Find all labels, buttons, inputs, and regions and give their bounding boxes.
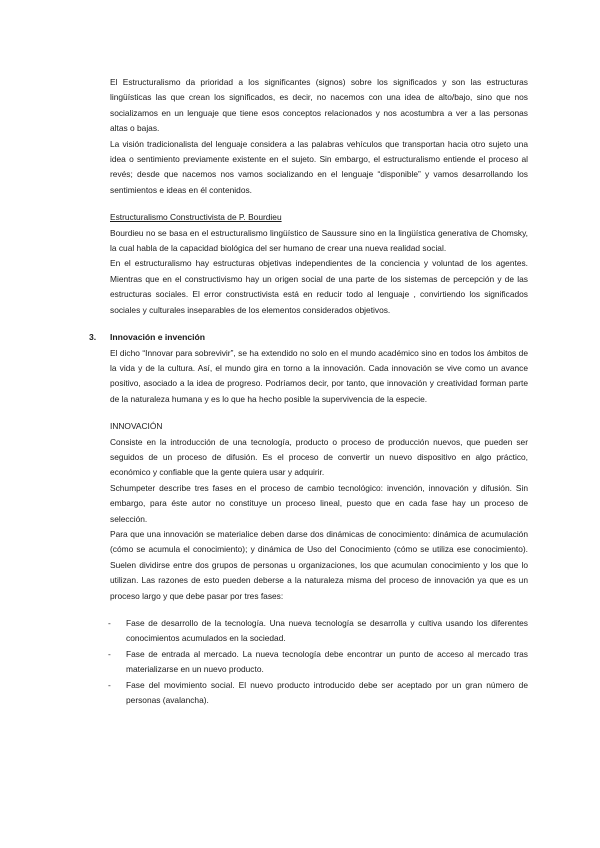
paragraph-innovar-para-sobrevivir: El dicho “Innovar para sobrevivir”, se ha extendido no solo en el mundo académico sino en todos los ámbitos de la vida y de la cultura. Así, el mundo gira en torno a la innovación. Cada innovación se vive como un avance positivo, asociado a la idea de progreso. Podríamos decir, por tanto, que innovación y creatividad forman parte de la naturaleza humana y es lo que ha hecho posible la supervivencia de la especie. [110, 347, 528, 404]
list-item: - Fase de desarrollo de la tecnología. Una nueva tecnología se desarrolla y cultiva usando los diferentes conocimientos acumulados en la sociedad. [108, 618, 528, 644]
paragraph-estructuralismo: El Estructuralismo da prioridad a los significantes (signos) sobre los significados y son las estructuras lingüísticas las que crean los significados, es decir, no nacemos con una idea de alto/bajo, sino que nos socializamos en un lenguaje que tiene esos conceptos relacionados y nos acostumbra a ver a las personas altas o bajas. [110, 77, 528, 134]
section-number: 3. [89, 332, 97, 343]
subheading-bourdieu: Estructuralismo Constructivista de P. Bourdieu [110, 212, 282, 223]
paragraph-dinamicas-conocimiento: Para que una innovación se materialice deben darse dos dinámicas de conocimiento: dinámica de acumulación (cómo se acumula el conocimiento); y dinámica de Uso del Conocimiento (cómo se utiliza ese conocimiento). Suelen dividirse entre dos grupos de personas u organizaciones, los que acumulan conocimiento y los que lo utilizan. Las razones de esto pueden deberse a la naturaleza misma del proceso de innovación ya que es un proceso largo y que debe pasar por tres fases: [110, 528, 528, 601]
section-title: Innovación e invención [110, 332, 206, 343]
paragraph-schumpeter: Schumpeter describe tres fases en el proceso de cambio tecnológico: invención, innovación y difusión. Sin embargo, para éste autor no constituye un proceso lineal, puesto que en cada fase hay un proceso de selección. [110, 482, 528, 524]
dash-bullet: - [108, 679, 111, 690]
paragraph-definicion-innovacion: Consiste en la introducción de una tecnología, producto o proceso de producción nuevos, que pueden ser seguidos de un proceso de difusión. Es el proceso de convertir un nuevo dispositivo en algo práctico, económico y confiable que la gente quiera usar y adquirir. [110, 436, 528, 478]
list-item: - Fase de entrada al mercado. La nueva tecnología debe encontrar un punto de acceso al mercado tras materializarse en un nuevo producto. [108, 648, 528, 675]
dash-bullet: - [108, 618, 111, 628]
page-content [89, 75, 528, 708]
paragraph-bourdieu-chomsky: Bourdieu no se basa en el estructuralismo lingüístico de Saussure sino en la lingüística generativa de Chomsky, la cual habla de la capacidad biológica del ser humano de crear una nueva realidad social. [110, 227, 528, 254]
list-item: - Fase del movimiento social. El nuevo producto introducido debe ser aceptado por un gran número de personas (avalancha). [108, 679, 528, 706]
section-heading-innovacion-invencion [89, 330, 528, 345]
dash-bullet: - [108, 648, 111, 659]
paragraph-vision-tradicionalista: La visión tradicionalista del lenguaje considera a las palabras vehículos que transportan hacia otro sujeto una idea o sentimiento previamente existente en el sujeto. Sin embargo, el estructuralismo entiende el proceso al revés; desde que nacemos nos vamos socializando en el lenguaje “disponible” y vamos desarrollando los sentimientos e ideas en él contenidos. [110, 138, 528, 195]
paragraph-estructuras-objetivas: En el estructuralismo hay estructuras objetivas independientes de la conciencia y voluntad de los agentes. Mientras que en el constructivismo hay un origen social de una parte de los sistemas de percepción y de las estructuras sociales. El error constructivista está en reducir todo al lenguaje , convirtiendo los significados sociales y culturales inseparables de los elementos considerados objetivos. [110, 258, 528, 315]
subheading-innovacion: INNOVACIÓN [110, 421, 163, 432]
phases-list [108, 616, 528, 708]
